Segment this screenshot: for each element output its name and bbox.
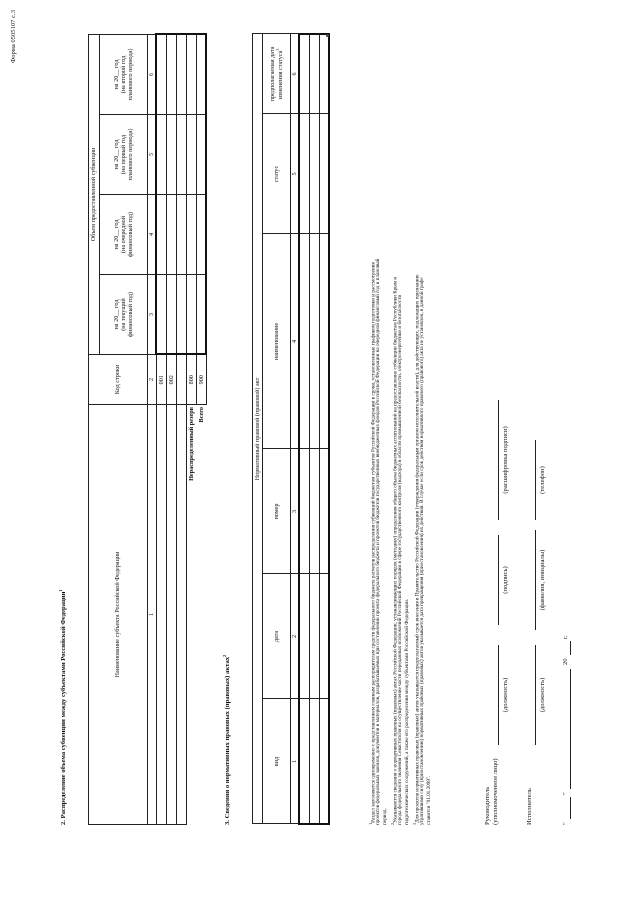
value-cell[interactable] [166,115,176,195]
region-name-cell[interactable] [166,405,176,825]
period-plan2-line2: (на второй год [119,55,127,94]
reserve-row [186,35,196,825]
act-date-cell[interactable] [299,574,309,699]
footnote-3-line-3: ставится "01.01.2099". [426,775,432,825]
section3-title [222,655,232,825]
date-day-line[interactable] [570,797,571,819]
header-legal-act-group: Нормативный правовой (правовой) акт [253,34,263,824]
value-cell[interactable] [196,35,206,115]
act-status-cell[interactable] [299,114,309,234]
executor-name-line[interactable] [535,530,536,630]
period-next-line2: (на очередной [119,215,127,254]
footnote-1-line-2: проектов федеральных законов, документов и материалов, разрабатываемых при составлении проекта федерального бюджета и проектов бюджетов государственных внебюджетных фондов Российской Федерации на очередной финансовый год и плановый [375,258,381,825]
col-number-5: 5 [291,114,300,234]
date-month-line[interactable] [570,669,571,789]
header-line-code: Код строки [89,355,148,405]
col-number-6: 6 [148,35,157,115]
header-period-plan2 [100,35,148,115]
status-change-date-cell[interactable] [299,34,309,114]
value-cell[interactable] [176,275,186,355]
table-row [156,35,166,825]
date-close-quote: " [562,792,569,795]
header-act-date: дата [263,574,291,699]
value-cell[interactable] [166,275,176,355]
period-plan1-line2: (на первый год [119,134,127,175]
col-number-1: 1 [291,699,300,824]
table-row [166,35,176,825]
head-label-2: (уполномоченное лицо) [492,758,499,825]
header-period-plan1 [100,115,148,195]
table-row [176,35,186,825]
period-next-line3: финансовый год) [127,212,135,257]
footnote-3-mark: 3 [412,822,417,825]
head-position-line[interactable] [498,645,499,745]
executor-phone-line[interactable] [535,440,536,520]
value-cell[interactable] [166,195,176,275]
head-signature-caption: (подпись) [502,566,509,594]
region-name-cell[interactable] [176,405,186,825]
value-cell[interactable] [156,115,166,195]
value-cell[interactable] [156,275,166,355]
line-code-cell: 002 [166,355,176,405]
act-name-cell[interactable] [309,234,319,449]
region-name-cell[interactable] [156,405,166,825]
line-code-cell [176,355,186,405]
value-cell[interactable] [156,35,166,115]
period-plan2-line3: планового периода) [127,48,135,101]
value-cell[interactable] [196,115,206,195]
header-period-current [100,275,148,355]
section3-title-text: 3. Сведения о нормативных правовых (правовых) актах [224,656,232,825]
line-code-cell: 001 [156,355,166,405]
executor-label: Исполнитель [526,788,533,825]
period-next-line1: на 20__ год [112,219,120,250]
act-type-cell[interactable] [319,699,329,824]
col-number-4: 4 [148,195,157,275]
value-cell[interactable] [196,275,206,355]
period-plan1-line1: на 20__ год [112,139,120,170]
total-row [196,35,206,825]
value-cell[interactable] [186,35,196,115]
header-period-next [100,195,148,275]
period-current-line3: финансовый год) [127,292,135,337]
head-position-caption: (должность) [502,677,509,713]
executor-name-caption: (фамилия, инициалы) [539,549,546,611]
col-number-3: 3 [148,275,157,355]
header-act-number: номер [263,449,291,574]
value-cell[interactable] [176,115,186,195]
act-number-cell[interactable] [299,449,309,574]
act-status-cell[interactable] [309,114,319,234]
col-number-4: 4 [291,234,300,449]
value-cell[interactable] [196,195,206,275]
executor-position-caption: (должность) [539,677,546,713]
footnote-3-line-2: утратившими силу (приостановлению) нормативных правовых (правовых) актов указывается дата прекращения (приостановления) их действия. В случае если срок действия нормативного правового (правового) акта не установлен, в данной графе [419,277,425,825]
footnote-1-text: Раздел заполняется одновременно с представлением главным распорядителем средств федерального бюджета расчетов распределения субвенций бюджетам субъектов Российской Федерации в сроки, установленные графиком подготовки и рассмотрения [370,262,377,823]
act-type-cell[interactable] [299,699,309,824]
footnote-2-mark: 2 [390,822,395,825]
table-row [309,34,319,824]
reserve-label: Нераспределенный резерв [187,407,195,481]
head-signature-line[interactable] [498,535,499,625]
act-number-cell[interactable] [309,449,319,574]
section2-title [58,589,68,825]
subvention-distribution-table [88,34,207,826]
head-decoding-caption: (расшифровка подписи) [502,426,509,494]
reserve-code: 800 [186,355,196,405]
column-number-row [148,35,157,825]
head-label-1: Руководитель [484,786,491,825]
scan-speck [326,34,329,37]
total-code: 900 [196,355,206,405]
footnote-2-text: Указываются сведения о нормативных правовых (правовых) актах Российской Федерации, устанавливающих порядок (методику) определения общего объема бюджетных ассигнований на предоставление субвенции бюджетам Республики Крым и [392,276,399,823]
status-change-date-cell[interactable] [319,34,329,114]
date-year-prefix: 20 [562,658,569,665]
act-status-cell[interactable] [319,114,329,234]
value-cell[interactable] [176,195,186,275]
executor-phone-caption: (телефон) [539,466,546,494]
section3-title-footnote-mark: 2 [222,654,227,657]
form-code: Форма 0505107 с.3 [10,10,17,64]
status-change-date-cell[interactable] [309,34,319,114]
total-label: Всего [197,407,205,423]
header-region-name: Наименование субъекта Российской Федерации [89,405,148,825]
col-number-5: 5 [148,115,157,195]
period-plan2-line1: на 20__ год [112,59,120,90]
status-change-date-footnote-mark: 3 [274,48,280,51]
header-status-change-date [263,34,291,114]
col-number-2: 2 [291,574,300,699]
col-number-2: 2 [148,355,157,405]
head-decoding-line[interactable] [498,400,499,520]
act-number-cell[interactable] [319,449,329,574]
section2-title-footnote-mark: 1 [58,589,63,592]
column-number-row [291,34,300,824]
value-cell[interactable] [186,275,196,355]
period-current-line2: (на текущий [119,298,127,331]
status-change-date-line2: изменения статуса [277,50,285,100]
act-name-cell[interactable] [299,234,309,449]
footnote-2-line-2: города федерального значения Севастополя на осуществление части переданных полномочий Российской Федерации в сфере государственного контроля (надзора) в области промышленной безопасности, электроэнергетики и безопасности [397,294,403,825]
legal-acts-table [252,33,330,825]
value-cell[interactable] [186,115,196,195]
col-number-1: 1 [148,405,157,825]
period-plan1-line3: планового периода) [127,128,135,181]
footnote-2-line-3: гидротехнических сооружений, а также его распределения между субъектами Российской Федерации. [404,598,410,825]
date-open-quote: " [562,822,569,825]
header-act-name: наименование [263,234,291,449]
footnote-3-text: Для проектов нормативных правовых (правовых) актов указывается предполагаемый срок внесения в Правительство Российской Федерации (утверждения федеральным органом исполнительной власти), для действующих, подлежащих признанию [414,274,421,823]
col-number-3: 3 [291,449,300,574]
value-cell[interactable] [176,35,186,115]
act-date-cell[interactable] [319,574,329,699]
header-act-status: статус [263,114,291,234]
table-row [299,34,309,824]
value-cell[interactable] [166,35,176,115]
period-current-line1: на 20__ год [112,299,120,330]
col-number-6: 6 [291,34,300,114]
act-type-cell[interactable] [309,699,319,824]
header-act-type: вид [263,699,291,824]
footnote-1-mark: 1 [368,822,373,825]
act-date-cell[interactable] [309,574,319,699]
table-row [319,34,329,824]
footnote-1-line-3: период. [382,808,388,825]
date-year-line[interactable] [570,641,571,655]
section2-title-text: 2. Распределение объема субвенции между субъектами Российской Федерации [60,591,68,825]
status-change-date-line1: предполагаемая дата [268,46,276,102]
value-cell[interactable] [156,195,166,275]
date-year-suffix: г. [562,635,569,639]
act-name-cell[interactable] [319,234,329,449]
value-cell[interactable] [186,195,196,275]
executor-position-line[interactable] [535,645,536,745]
header-subvention-volume: Объем предоставленной субвенции [89,35,100,355]
